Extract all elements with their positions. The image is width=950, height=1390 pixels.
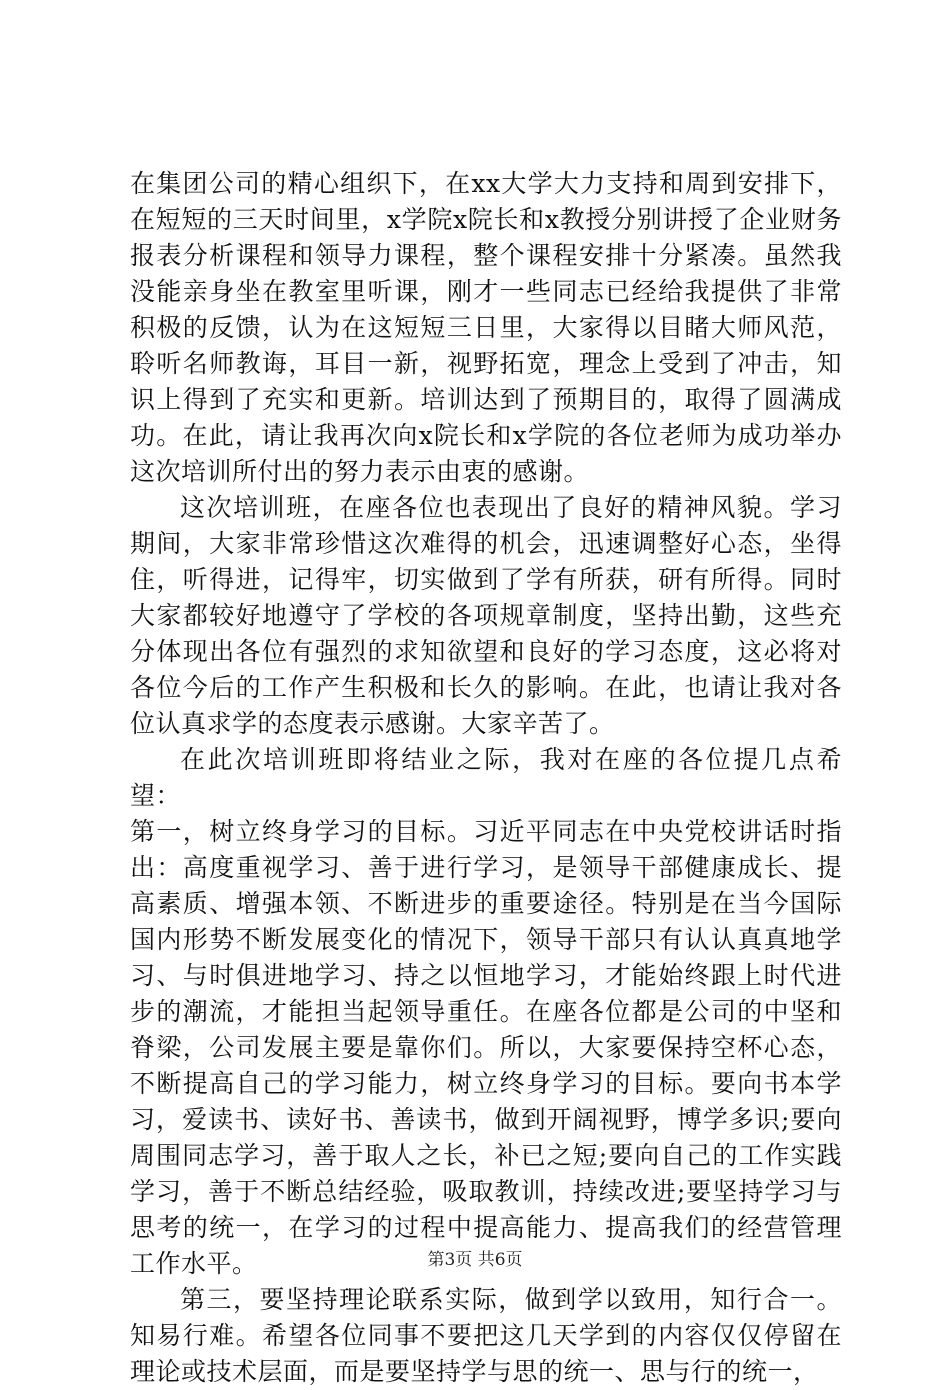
paragraph-3: 在此次培训班即将结业之际，我对在座的各位提几点希望： — [130, 745, 842, 810]
paragraph-4: 第一，树立终身学习的目标。习近平同志在中央党校讲话时指出：高度重视学习、善于进行学习，是领导干部健康成长、提高素质、增强本领、不断进步的重要途径。特别是在当今国际国内形势不断发展变化的情况下，领导干部只有认认真真地学习、与时俱进地学习、持之以恒地学习，才能始终跟上时代进步的潮流，才能担当起领导重任。在座各位都是公司的中坚和脊梁，公司发展主要是靠你们。所以，大家要保持空杯心态，不断提高自己的学习能力，树立终身学习的目标。要向书本学习，爱读书、读好书、善读书，做到开阔视野，博学多识;要向周围同志学习，善于取人之长，补已之短;要向自己的工作实践学习，善于不断总结经验，吸取教训，持续改进;要坚持学习与思考的统一，在学习的过程中提高能力、提高我们的经营管理工作水平。 — [130, 817, 842, 1278]
paragraph-5: 第三，要坚持理论联系实际，做到学以致用，知行合一。知易行难。希望各位同事不要把这几天学到的内容仅仅停留在理论或技术层面，而是要坚持学与思的统一、思与行的统一， — [130, 1285, 842, 1386]
document-body — [130, 166, 842, 1390]
paragraph-2: 这次培训班，在座各位也表现出了良好的精神风貌。学习期间，大家非常珍惜这次难得的机会，迅速调整好心态，坐得住，听得进，记得牢，切实做到了学有所获，研有所得。同时大家都较好地遵守了学校的各项规章制度，坚持出勤，这些充分体现出各位有强烈的求知欲望和良好的学习态度，这必将对各位今后的工作产生积极和长久的影响。在此，也请让我对各位认真求学的态度表示感谢。大家辛苦了。 — [130, 493, 842, 738]
page-number-footer: 第3页 共6页 — [427, 1250, 523, 1270]
paragraph-1: 在集团公司的精心组织下，在xx大学大力支持和周到安排下，在短短的三天时间里，x学院x院长和x教授分别讲授了企业财务报表分析课程和领导力课程，整个课程安排十分紧凑。虽然我没能亲身坐在教室里听课，刚才一些同志已经给我提供了非常积极的反馈，认为在这短短三日里，大家得以目睹大师风范，聆听名师教诲，耳目一新，视野拓宽，理念上受到了冲击，知识上得到了充实和更新。培训达到了预期目的，取得了圆满成功。在此，请让我再次向x院长和x学院的各位老师为成功举办这次培训所付出的努力表示由衷的感谢。 — [130, 169, 842, 486]
